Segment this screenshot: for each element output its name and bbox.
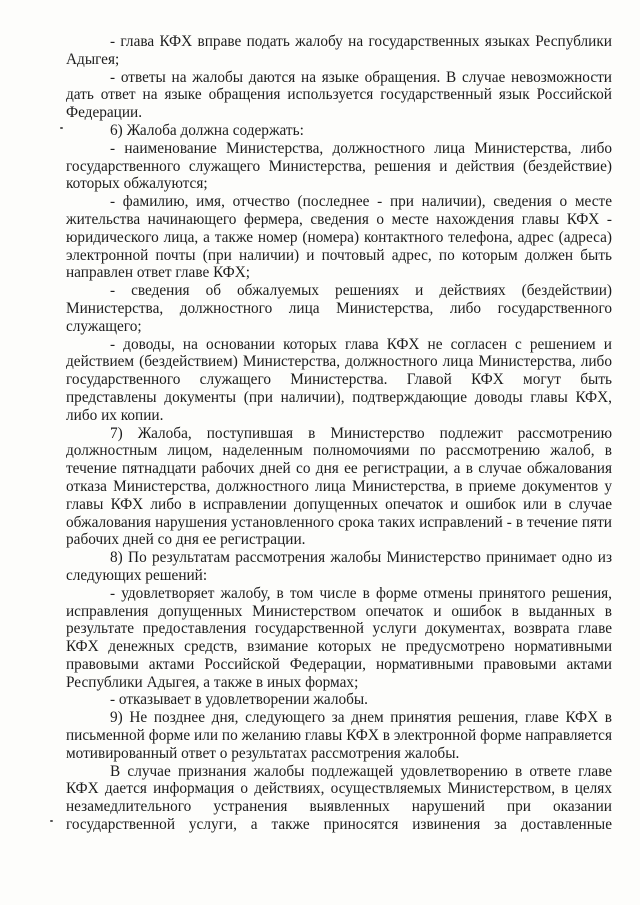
paragraph-state-languages: - глава КФХ вправе подать жалобу на государственных языках Республики Адыгея; xyxy=(66,33,612,68)
paragraph-satisfy-complaint: - удовлетворяет жалобу, в том числе в форме отмены принятого решения, исправления допущенных Министерством опечаток и ошибок в выданных в результате предоставления государственной услуги документах, возврата главе КФХ денежных средств, взимание которых не предусмотрено нормативными правовыми актами Российской Федерации, нормативными правовыми актами Республики Адыгея, а также в иных формах; xyxy=(66,584,612,691)
paragraph-ministry-name: - наименование Министерства, должностного лица Министерства, либо государственного служащего Министерства, решения и действия (бездействие) которых обжалуются; xyxy=(66,139,612,193)
scan-speck xyxy=(50,820,53,822)
paragraph-applicant-details: - фамилию, имя, отчество (последнее - при наличии), сведения о месте жительства начинающего фермера, сведения о месте нахождения главы КФХ - юридического лица, а также номер (номера) контактного телефона, адрес (адреса) электронной почты (при наличии) и почтовый адрес, по которым должен быть направлен ответ главе КФХ; xyxy=(66,193,612,282)
paragraph-answer-language: - ответы на жалобы даются на языке обращения. В случае невозможности дать ответ на языке обращения используется государственный язык Российской Федерации. xyxy=(66,68,612,122)
paragraph-recognition-info: В случае признания жалобы подлежащей удовлетворению в ответе главе КФХ дается информация о действиях, осуществляемых Министерством, в целях незамедлительного устранения выявленных нарушений при оказании государственной услуги, а также приносятся извинения за доставленные xyxy=(66,762,612,834)
paragraph-appealed-decisions: - сведения об обжалуемых решениях и действиях (бездействии) Министерства, должностного лица Министерства, либо государственного служащего; xyxy=(66,282,612,335)
paragraph-arguments: - доводы, на основании которых глава КФХ не согласен с решением и действием (бездействием) Министерства, должностного лица Министерства, либо государственного служащего Министерства. Главой КФХ могут быть представлены документы (при наличии), подтверждающие доводы главы КФХ, либо их копии. xyxy=(66,335,612,424)
paragraph-reasoned-answer: 9) Не позднее дня, следующего за днем принятия решения, главе КФХ в письменной форме или по желанию главы КФХ в электронной форме направляется мотивированный ответ о результатах рассмотрения жалобы. xyxy=(66,709,612,762)
paragraph-review-period: 7) Жалоба, поступившая в Министерство подлежит рассмотрению должностным лицом, наделенным полномочиями по рассмотрению жалоб, в течение пятнадцати рабочих дней со дня ее регистрации, а в случае обжалования отказа Министерства, должностного лица Министерства, в приеме документов у главы КФХ либо в исправлении допущенных опечаток и ошибок или в случае обжалования нарушения установленного срока таких исправлений - в течение пяти рабочих дней со дня ее регистрации. xyxy=(66,424,612,549)
paragraph-refuse-complaint: - отказывает в удовлетворении жалобы. xyxy=(110,691,369,709)
scan-speck xyxy=(60,127,63,129)
paragraph-decisions-heading: 8) По результатам рассмотрения жалобы Министерство принимает одно из следующих решений: xyxy=(66,549,612,584)
paragraph-complaint-contents-heading: 6) Жалоба должна содержать: xyxy=(110,121,304,139)
